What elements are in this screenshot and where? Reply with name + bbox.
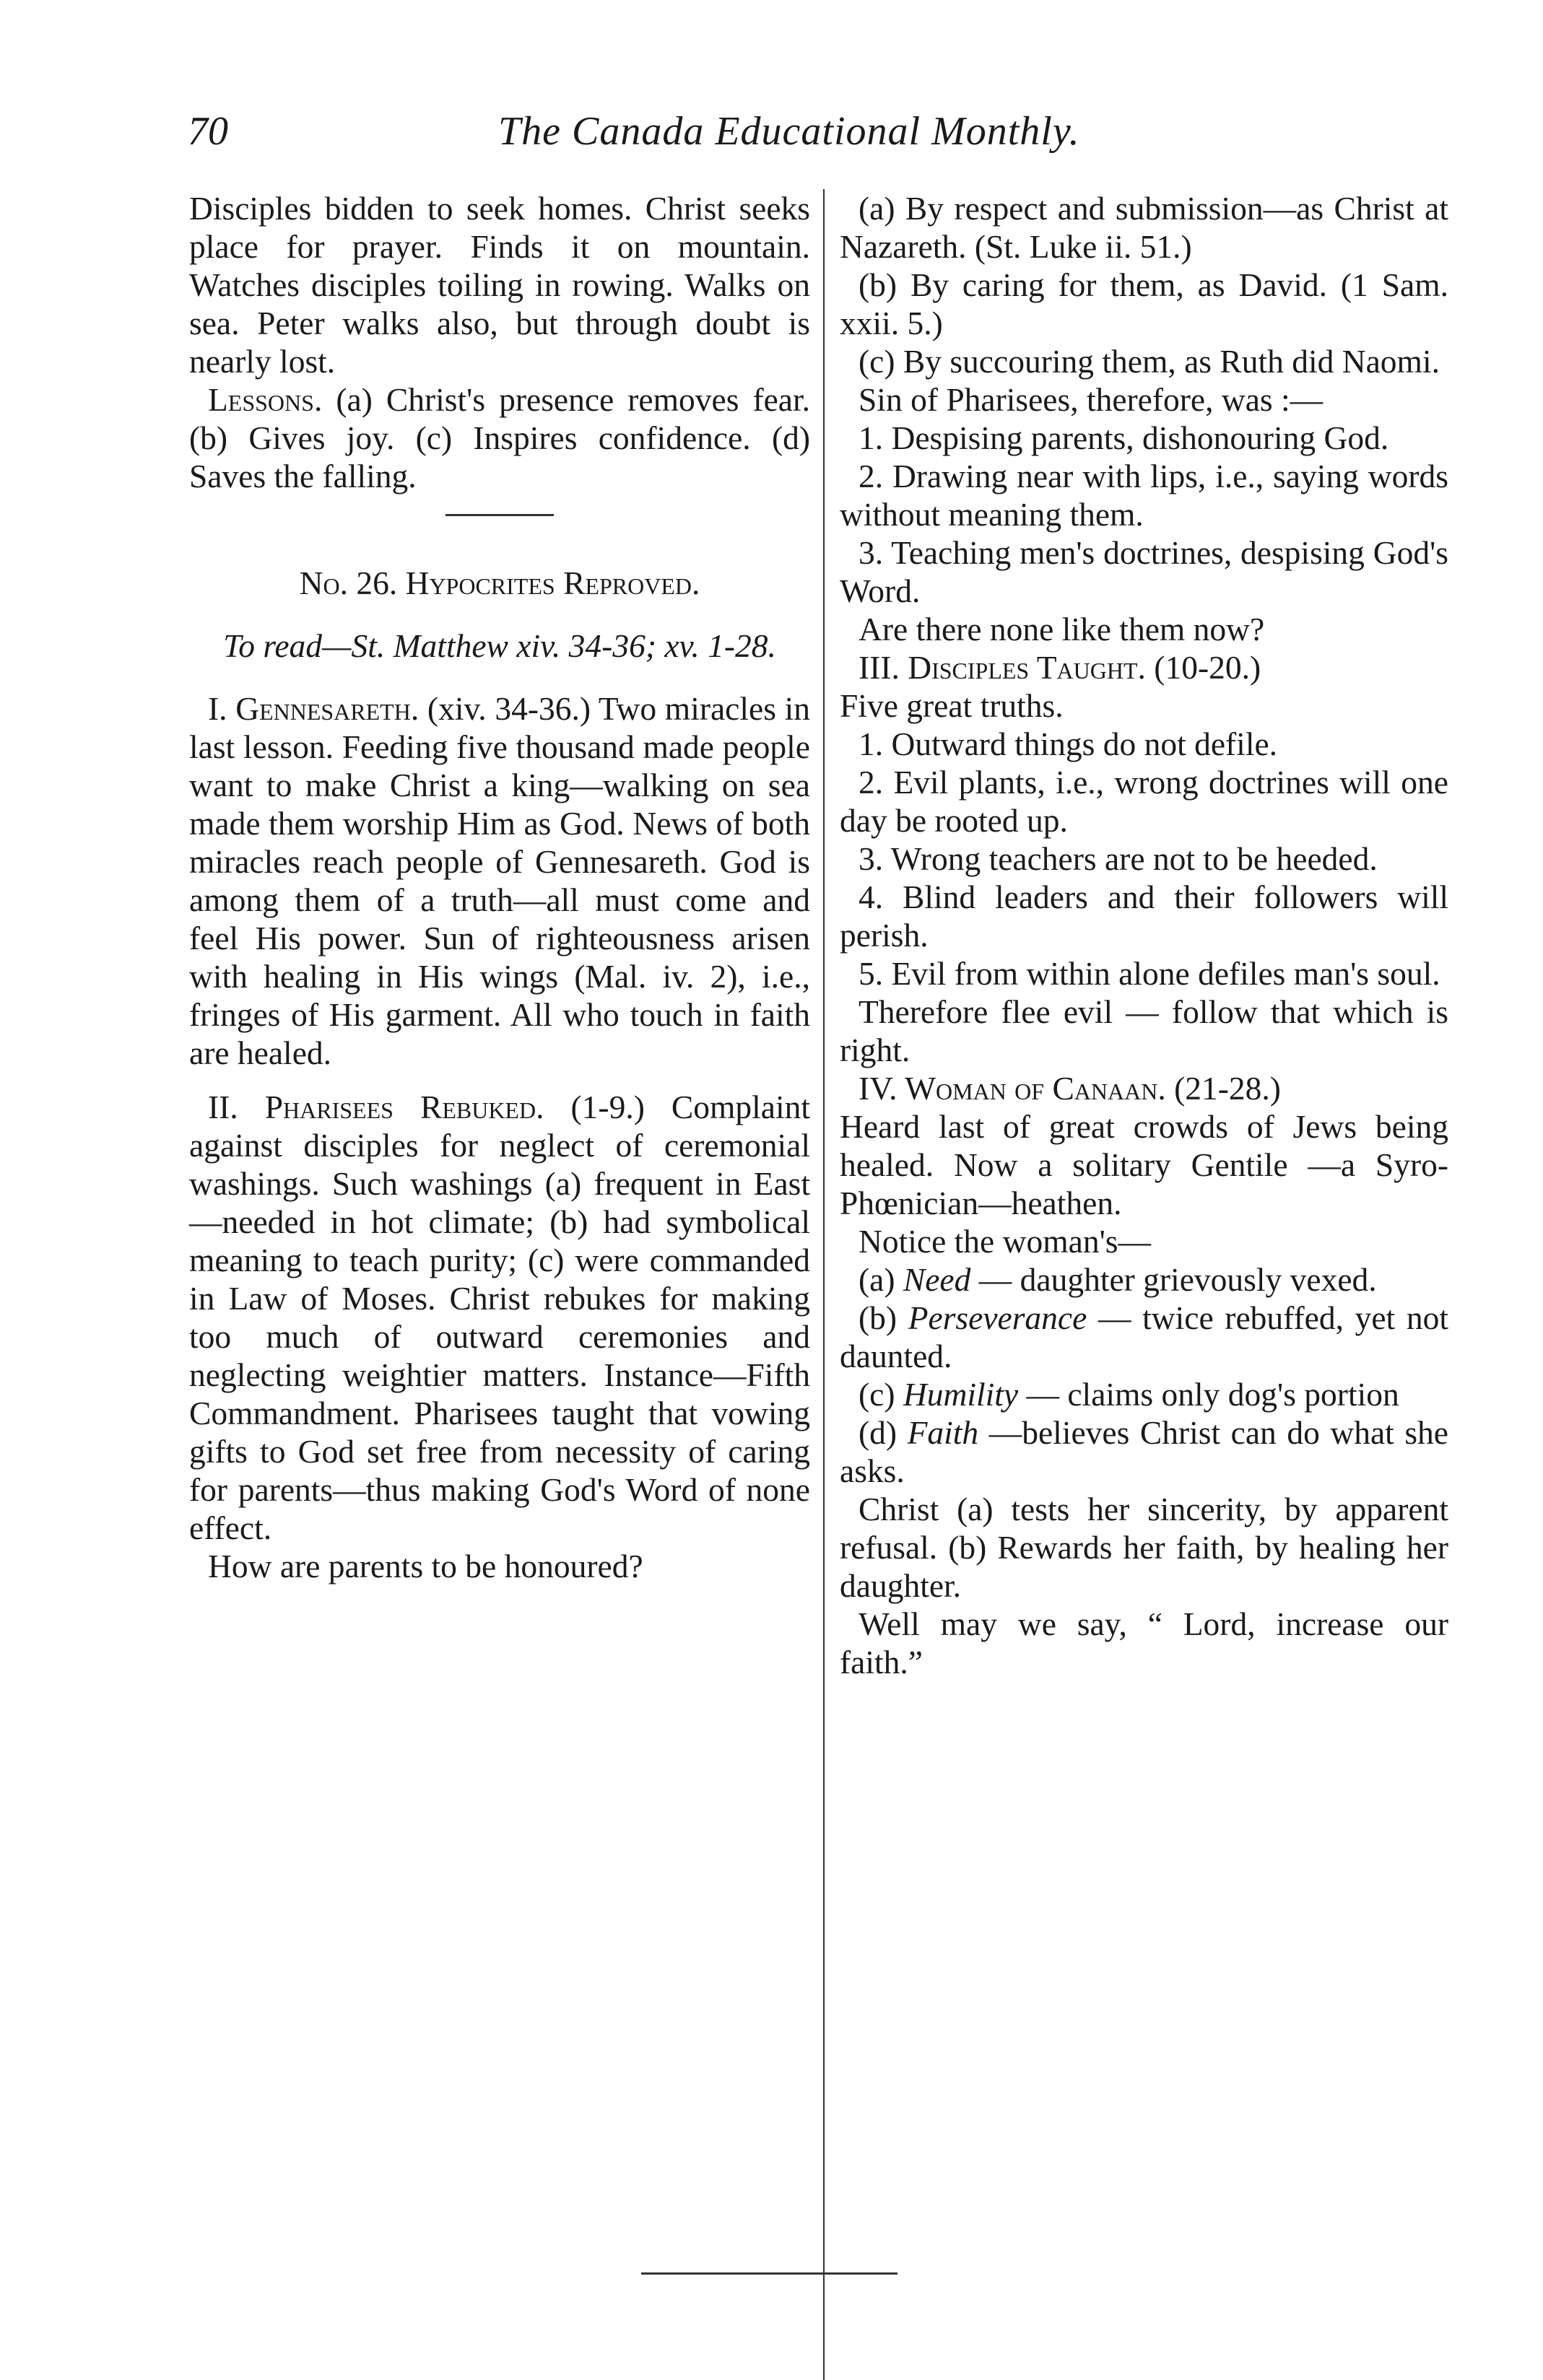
right-line: 2. Drawing near with lips, i.e., saying words without meaning them. [840,458,1448,533]
right-line: (a) By respect and submission—as Christ at Nazareth. (St. Luke ii. 51.) [840,190,1448,265]
page-header [188,108,1459,173]
section4-ref: (21-28.) [1174,1070,1281,1107]
right-line: 1. Despising parents, dishonouring God. [859,419,1389,456]
quality-item [840,1375,1448,1413]
section1-heading: I. Gennesareth. [208,690,420,727]
right-line: (c) By succouring them, as Ruth did Naomi. [859,343,1440,380]
truth-item: 1. Outward things do not defile. [859,725,1278,762]
section3-heading: III. Disciples Taught. [859,649,1146,686]
section2-paragraph [189,1088,810,1547]
question-line: How are parents to be honoured? [208,1548,643,1585]
intro-paragraph: Disciples bidden to seek homes. Christ seeks place for prayer. Finds it on mountain. Watches disciples toiling in rowing. Walks on sea. Peter walks also, but through doubt is nearly lost. [189,190,810,380]
quality-word: Faith [907,1414,979,1451]
lesson-heading: No. 26. Hypocrites Reproved. [299,565,700,601]
quality-item [840,1413,1448,1490]
right-line: Are there none like them now? [859,611,1265,648]
lessons-text: (a) Christ's presence removes fear. (b) Gives joy. (c) Inspires confidence. (d) Saves the falling. [189,381,811,494]
quality-desc: — claims only dog's portion [1026,1376,1399,1413]
end-divider [641,2272,897,2275]
section2-ref: (1-9.) [570,1089,645,1125]
quality-word: Humility [903,1376,1019,1413]
section3-paragraph [840,648,1448,686]
section2-text: Complaint against disciples for neglect of ceremonial washings. Such washings (a) frequent in East—needed in hot climate; (b) had symbolical meaning to teach purity; (c) were commanded in Law of Moses. Christ rebukes for making too much of outward ceremonies and neglecting weightier matters. Instance—Fifth Commandment. Pharisees taught that vowing gifts to God set free from necessity of caring for parents—thus making God's Word of none effect. [189,1089,811,1546]
truth-item: 5. Evil from within alone defiles man's soul. [859,955,1440,992]
truth-item: 3. Wrong teachers are not to be heeded. [859,840,1378,877]
quality-desc: — daughter grievously vexed. [978,1261,1377,1298]
section4-paragraph [840,1069,1448,1107]
section1-ref: (xiv. 34-36.) [427,690,591,727]
section1-text: Two miracles in last lesson. Feeding five thousand made people want to make Christ a king—walking on sea made them worship Him as God. News of both miracles reach people of Gennesareth. God is among them of a truth—all must come and feel His power. Sun of righteousness arisen with healing in His wings (Mal. iv. 2), i.e., fringes of His garment. All who touch in faith are healed. [189,690,811,1071]
running-title: The Canada Educational Monthly. [498,109,1080,154]
column-divider [823,189,825,2380]
quality-item [840,1260,1448,1299]
quality-word: Perseverance [908,1299,1087,1336]
section-divider [445,514,554,516]
right-line: 3. Teaching men's doctrines, despising God's Word. [840,534,1448,609]
quality-letter: (b) [859,1299,897,1336]
right-column [840,189,1448,1681]
closing-line: Well may we say, “ Lord, increase our faith.” [840,1605,1448,1681]
lessons-paragraph [189,380,810,495]
notice-line: Notice the woman's— [859,1223,1151,1260]
quality-desc: — twice rebuffed, yet not daunted. [840,1299,1448,1374]
section2-heading: II. Pharisees Rebuked. [208,1089,544,1125]
quality-desc: —believes Christ can do what she asks. [840,1414,1448,1489]
section4-heading: IV. Woman of Canaan. [859,1070,1166,1107]
right-line: (b) By caring for them, as David. (1 Sam. xxii. 5.) [840,266,1448,341]
section1-paragraph [189,689,810,1072]
therefore-line: Therefore flee evil — follow that which is right. [840,993,1448,1068]
lessons-label: Lessons. [208,381,323,418]
reading-reference: To read—St. Matthew xiv. 34-36; xv. 1-28. [223,627,776,664]
truth-item: 2. Evil plants, i.e., wrong doctrines will one day be rooted up. [840,764,1448,839]
right-line: Sin of Pharisees, therefore, was :— [859,381,1323,418]
truth-item: 4. Blind leaders and their followers will perish. [840,879,1448,954]
left-column [189,189,810,1585]
quality-word: Need [903,1261,971,1298]
quality-item [840,1299,1448,1375]
page-number: 70 [188,109,228,154]
christ-paragraph: Christ (a) tests her sincerity, by apparent refusal. (b) Rewards her faith, by healing her daughter. [840,1491,1448,1604]
quality-letter: (a) [859,1261,895,1298]
section3-intro: Five great truths. [840,687,1064,724]
section4-text: Heard last of great crowds of Jews being healed. Now a solitary Gentile —a Syro-Phœnician—heathen. [840,1108,1448,1221]
section3-ref: (10-20.) [1154,649,1261,686]
quality-letter: (c) [859,1376,895,1413]
quality-letter: (d) [859,1414,897,1451]
